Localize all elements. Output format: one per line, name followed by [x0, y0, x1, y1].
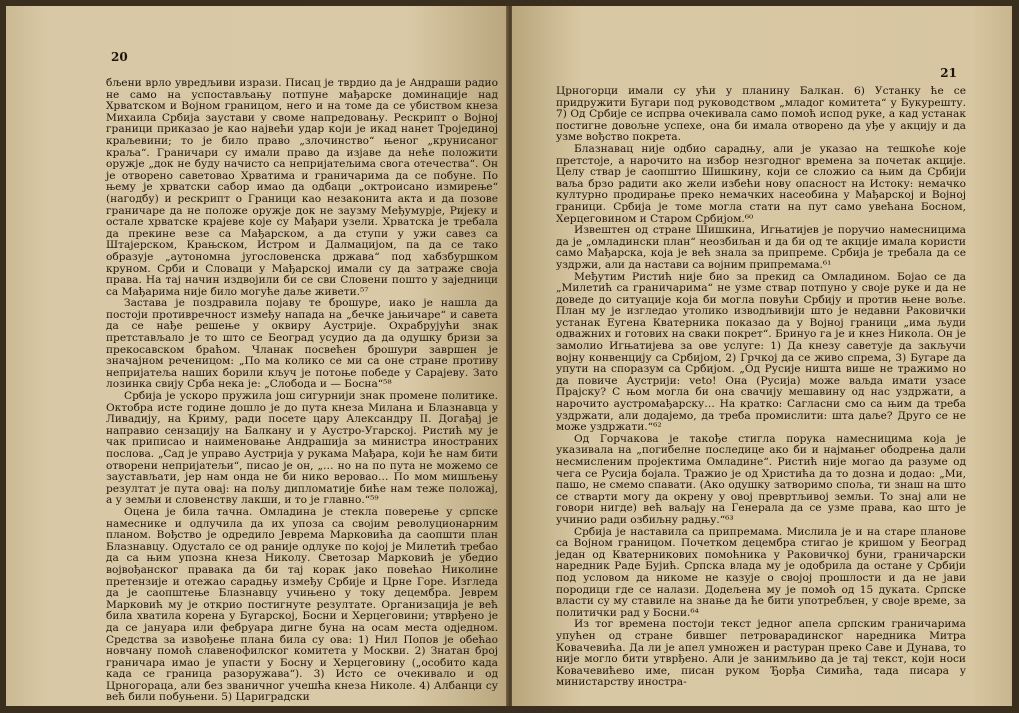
paragraph: Црногорци имали су ући у планину Балкан. 6) Устанку ће се придружити Бугари под руководством „младог комитета“ у Букурешту. 7) Од Србије се испрва очекивала само помоћ испод руке, а кад устанак постигне довољне успехе, она би имала отворено да уђе у акцију и да узме вођство покрета.: [556, 85, 966, 144]
right-page: [512, 6, 1012, 706]
paragraph: Међутим Ристић није био за прекид са Омладином. Бојао се да „Милетић са граничарима“ не узме ствар потпуно у своје руке и да не доведе до ситуације која би могла повући Србију и против њене воље. План му је изгледао утолико изводљивији што је недавни Раковички устанак Еугена Кватерника показао да у Војној граници „има људи одважних и готових на сваки покрет“. Бринуо га је и кнез Никола. Он је замолио Игњатијева за ове услуге: 1) Да кнезу саветује да закључи војну конвенцију са Србијом, 2) Грчкој да се живо спрема, 3) Бугаре да упути на споразум са Србијом. „Од Русије ништа више не тражимо но да повиче Аустрији: veto! Она (Русија) може ваљда имати узасе Прајску? С њом могла би она свачију мешавину од нас уздржати, а нарочито аустромађарску… На кратко: Сагласни смо са њим да треба уздржати, али додајемо, да треба промислити: шта даље? Друго се не може уздржати.“⁶²: [556, 270, 966, 434]
paragraph: бљени врло увредљиви изрази. Писац је тврдио да је Андраши радио не само на успостављању потпуне мађарске доминације над Хрватском и Војном границом, него и на томе да се убиством кнеза Михаила Србија заустави у своме напредовању. Рескрипт о Војној граници приказао је као највећи удар који је икад нанет Тројединој краљевини; то је било право „злочинство“ њеног „крунисаног краља“. Граничари су имали право да изјаве да неће положити оружје „док не буду начисто са непријатељима свога отечества“. Он је отворено саветовао Хрватима и граничарима да се побуне. По њему је хрватски сабор имао да одбаци „октроисано измирење“ (нагодбу) и рескрипт о Граници као незаконита акта и да позове граничаре да не положе оружје док не заузму Међумурје, Ријеку и остале хрватске крајеве које су Мађари узели. Хрватска је требала да прекине везе са Мађарском, а да ступи у ужи савез са Штајерском, Крањском, Истром и Далмацијом, па да се тако образује „аутономна југословенска држава“ под хабзбуршком круном. Срби и Словаци у Мађарској имали су да затраже своја права. На тај начин издвојили би се сви Словени пошто у заједници са Мађарима није било могуће даље живети.⁵⁷: [106, 77, 498, 298]
paragraph: Србија је наставила са припремама. Мислила је и на старе планове са Војном границом. Почетком децембра стигао је кришом у Београд један од Кватерникових помоћника у Раковичкој буни, граничарски наредник Раде Бујић. Српска влада му је одобрила да остане у Србији под условом да никоме не казује о својој прошлости и да не јави породици где се налази. Додељена му је помоћ од 15 дуката. Српске власти су му ставиле на знање да ће бити употребљен, у своје време, за политички рад у Босни.⁶⁴: [556, 525, 966, 619]
page-number-right: 21: [940, 66, 957, 80]
paragraph: Од Горчакова је такође стигла порука намесницима која је указивала на „погибелне последице ако би и најмањег ободрења дали несмисленим пројектима Омладине“. Ристић није могао да разуме од чега се Русија бојала. Тражио је од Христића да то дозна и додао: „Ми, пашо, не смемо спавати. (Ако одушку затворимо споља, ти знаш на што се стварти могу да окрену у овој превртљивој земљи. То знај али не говори нигде) већ ваљају на Генерала да се узме права, као што је учинио ради озбиљну радњу.“⁶³: [556, 432, 966, 526]
paragraph: Из тог времена постоји текст једног апела српским граничарима упућен од стране бившег петроварадинског наредника Митра Ковачевића. Да ли је апел умножен и растуран преко Саве и Дунава, то није могло бити утврђено. Али је занимљиво да је тај текст, који носи Ковачевићево име, писан руком Ђорђа Симића, тада писара у министарству иностра-: [556, 618, 966, 689]
paragraph: Србија је ускоро пружила још сигурнији знак промене политике. Октобра исте године дошло је до пута кнеза Милана и Блазнавца у Ливадију, на Криму, ради посете цару Александру II. Догађај је направио сензацију на Балкану и у Аустро-Угарској. Ристић му је чак приписао и наименовање Андрашија за министра иностраних послова. „Сад је управо Аустрија у рукама Мађара, који ће нам бити отворени непријатељи“, писао је он, „… но на по пута не можемо се заустављати, јер нам онда не би нико веровао… По мом мишљењу резултат је пута овај: на пољу дипломатије биће нам теже положај, а у земљи и словенству лакши, и то је главно.“⁵⁹: [106, 390, 498, 507]
paragraph: Блазнавац није одбио сарадњу, али је указао на тешкоће које претстоје, а нарочито на избор незгодног времена за почетак акције. Целу ствар је саопштио Шишкину, који се сложио са њим да Србији ваља брзо радити ако жели избећи нову опасност на Истоку: немачко културно продирање преко немачких насеобина у Мађарској и Војној граници. Србија је томе могла стати на пут само увећана Босном, Херцеговином и Старом Србијом.⁶⁰: [556, 142, 966, 225]
paragraph: Застава је поздравила појаву те брошуре, иако је нашла да постоји противречност између напада на „бечке јањичаре“ и савета да се нађе решење у оквиру Аустрије. Охрабрујући знак претстављало је то што се Београд усудио да да одушку бризи за прекосавском браћом. Чланак посвећен брошури завршен је значајном реченицом: „По ма колико се ми са оне стране противу непријатеља наших борили кључ је потоње победе у Сарајеву. Зато лозинка свију Срба нека је: „Слобода и — Босна“⁵⁸: [106, 297, 498, 391]
left-page-text: [106, 78, 498, 704]
paragraph: Оцена је била тачна. Омладина је стекла поверење у српске намеснике и одлучила да их упоза са својим револуционарним планом. Вођство је одредило Јеврема Марковића да саопшти план Блазнавцу. Одустало се од раније одлуке по којој је Милетић требао да са њим упозна кнеза Николу. Светозар Марковић је убедио војвођанског правака да би тај корак јако повећао Николине претензије и отежао сарадњу између Србије и Црне Горе. Изгледа да је саопштење Блазнавцу учињено у току децембра. Јеврем Марковић му је открио постигнуте резултате. Организација је већ била хватила корена у Бугарској, Босни и Херцеговини; утврђено је да се јануара или фебруара дигне буна на осам места одједном. Средства за извођење плана била су ова: 1) Нил Попов је обећао новчану помоћ славенофилског комитета у Москви. 2) Знатан број граничара имао је упасти у Босну и Херцеговину („особито када када се граница разоружава“). 3) Исто се очекивало и од Црногораца, али без званичног учешћа кнеза Николе. 4) Албанци су већ били побуњени. 5) Цариградски: [106, 505, 498, 704]
paragraph: Извештен од стране Шишкина, Игњатијев је поручио намесницима да је „омладински план“ неозбиљан и да би од те акције имала користи само Мађарска, која је већ знала за припреме. Србија је требала да се уздржи, али да настави са војним припремама.⁶¹: [556, 224, 966, 271]
page-number-left: 20: [111, 50, 128, 64]
left-page: [6, 6, 508, 706]
right-page-text: [556, 86, 966, 689]
